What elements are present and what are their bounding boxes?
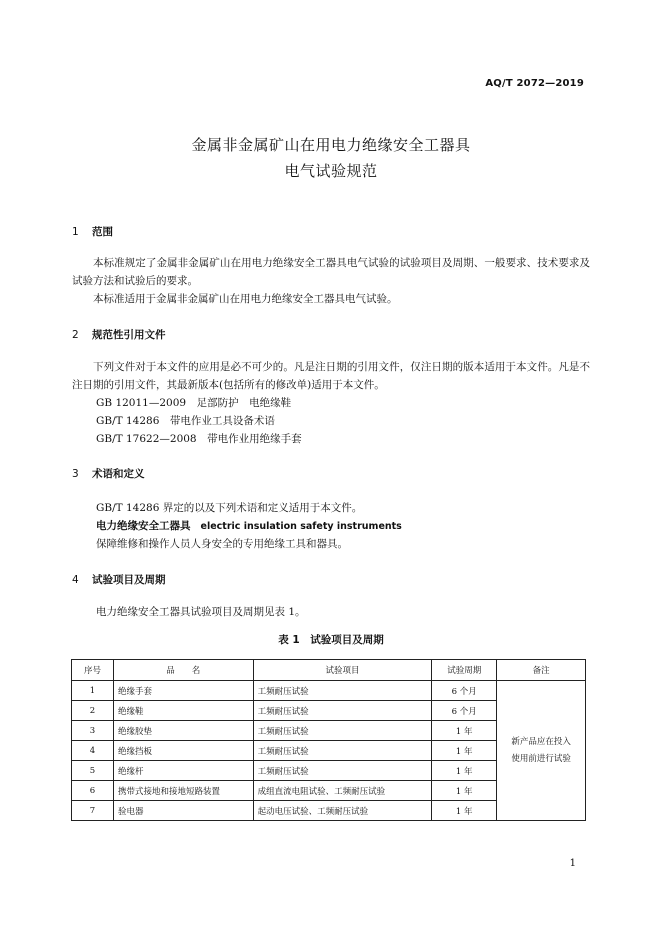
- cell-period: 6 个月: [432, 701, 497, 721]
- section-2-heading: [72, 327, 166, 342]
- page-number: 1: [569, 858, 576, 869]
- term-english: electric insulation safety instruments: [200, 521, 402, 532]
- header-period: 试验周期: [432, 660, 497, 681]
- paragraph: 本标准适用于金属非金属矿山在用电力绝缘安全工器具电气试验。: [93, 293, 398, 305]
- cell-name: 绝缘手套: [113, 681, 253, 701]
- cell-no: 6: [72, 781, 114, 801]
- section-number: 2: [72, 329, 79, 341]
- reference-item: GB 12011—2009 足部防护 电绝缘鞋: [96, 397, 292, 409]
- cell-name: 携带式接地和接地短路装置: [113, 781, 253, 801]
- header-no: 序号: [72, 660, 114, 681]
- cell-period: 6 个月: [432, 681, 497, 701]
- cell-name: 绝缘挡板: [113, 741, 253, 761]
- cell-period: 1 年: [432, 741, 497, 761]
- section-3-heading: [72, 466, 145, 481]
- cell-no: 2: [72, 701, 114, 721]
- cell-remark: [497, 681, 586, 821]
- cell-period: 1 年: [432, 801, 497, 821]
- cell-item: 工频耐压试验: [253, 721, 432, 741]
- term-chinese: 电力绝缘安全工器具: [96, 520, 191, 532]
- cell-name: 绝缘鞋: [113, 701, 253, 721]
- section-number: 3: [72, 468, 79, 480]
- table-caption: 表 1 试验项目及周期: [278, 634, 384, 646]
- test-items-table: [71, 659, 586, 821]
- cell-item: 工频耐压试验: [253, 701, 432, 721]
- section-3-intro: GB/T 14286 界定的以及下列术语和定义适用于本文件。: [96, 502, 363, 514]
- cell-no: 4: [72, 741, 114, 761]
- section-4-intro: 电力绝缘安全工器具试验项目及周期见表 1。: [96, 606, 306, 618]
- section-title: 范围: [92, 226, 113, 238]
- cell-period: 1 年: [432, 761, 497, 781]
- cell-name: 绝缘胶垫: [113, 721, 253, 741]
- table-row: [72, 681, 586, 701]
- section-number: 1: [72, 226, 79, 238]
- header-item: 试验项目: [253, 660, 432, 681]
- cell-item: 工频耐压试验: [253, 681, 432, 701]
- cell-period: 1 年: [432, 781, 497, 801]
- paragraph: 本标准规定了金属非金属矿山在用电力绝缘安全工器具电气试验的试验项目及周期、一般要求、技术要求及试验方法和试验后的要求。: [72, 257, 590, 287]
- remark-line: 使用前进行试验: [511, 753, 571, 764]
- table-header-row: [72, 660, 586, 681]
- cell-item: 工频耐压试验: [253, 741, 432, 761]
- section-number: 4: [72, 574, 79, 586]
- section-title: 试验项目及周期: [92, 574, 166, 586]
- standard-code: AQ/T 2072—2019: [485, 78, 584, 89]
- cell-period: 1 年: [432, 721, 497, 741]
- section-4-heading: [72, 572, 166, 587]
- section-title: 术语和定义: [92, 468, 145, 480]
- reference-item: GB/T 14286 带电作业工具设备术语: [96, 415, 275, 427]
- header-remark: 备注: [497, 660, 586, 681]
- term-definition: 保障维修和操作人员人身安全的专用绝缘工具和器具。: [96, 538, 348, 550]
- section-1-body: [72, 254, 590, 308]
- section-2-body: [72, 358, 590, 394]
- remark-line: 新产品应在投入: [511, 736, 571, 747]
- paragraph: 下列文件对于本文件的应用是必不可少的。凡是注日期的引用文件，仅注日期的版本适用于本文件。凡是不注日期的引用文件，其最新版本(包括所有的修改单)适用于本文件。: [72, 361, 590, 391]
- cell-name: 验电器: [113, 801, 253, 821]
- document-title-line2: 电气试验规范: [284, 162, 378, 180]
- cell-name: 绝缘杆: [113, 761, 253, 781]
- cell-no: 3: [72, 721, 114, 741]
- reference-item: GB/T 17622—2008 带电作业用绝缘手套: [96, 433, 302, 445]
- header-name: 品 名: [113, 660, 253, 681]
- cell-no: 1: [72, 681, 114, 701]
- term-entry: [96, 517, 402, 536]
- cell-item: 工频耐压试验: [253, 761, 432, 781]
- cell-item: 成组直流电阻试验、工频耐压试验: [253, 781, 432, 801]
- document-title-line1: 金属非金属矿山在用电力绝缘安全工器具: [191, 136, 471, 154]
- cell-no: 5: [72, 761, 114, 781]
- cell-item: 起动电压试验、工频耐压试验: [253, 801, 432, 821]
- cell-no: 7: [72, 801, 114, 821]
- section-title: 规范性引用文件: [92, 329, 166, 341]
- section-1-heading: [72, 224, 113, 239]
